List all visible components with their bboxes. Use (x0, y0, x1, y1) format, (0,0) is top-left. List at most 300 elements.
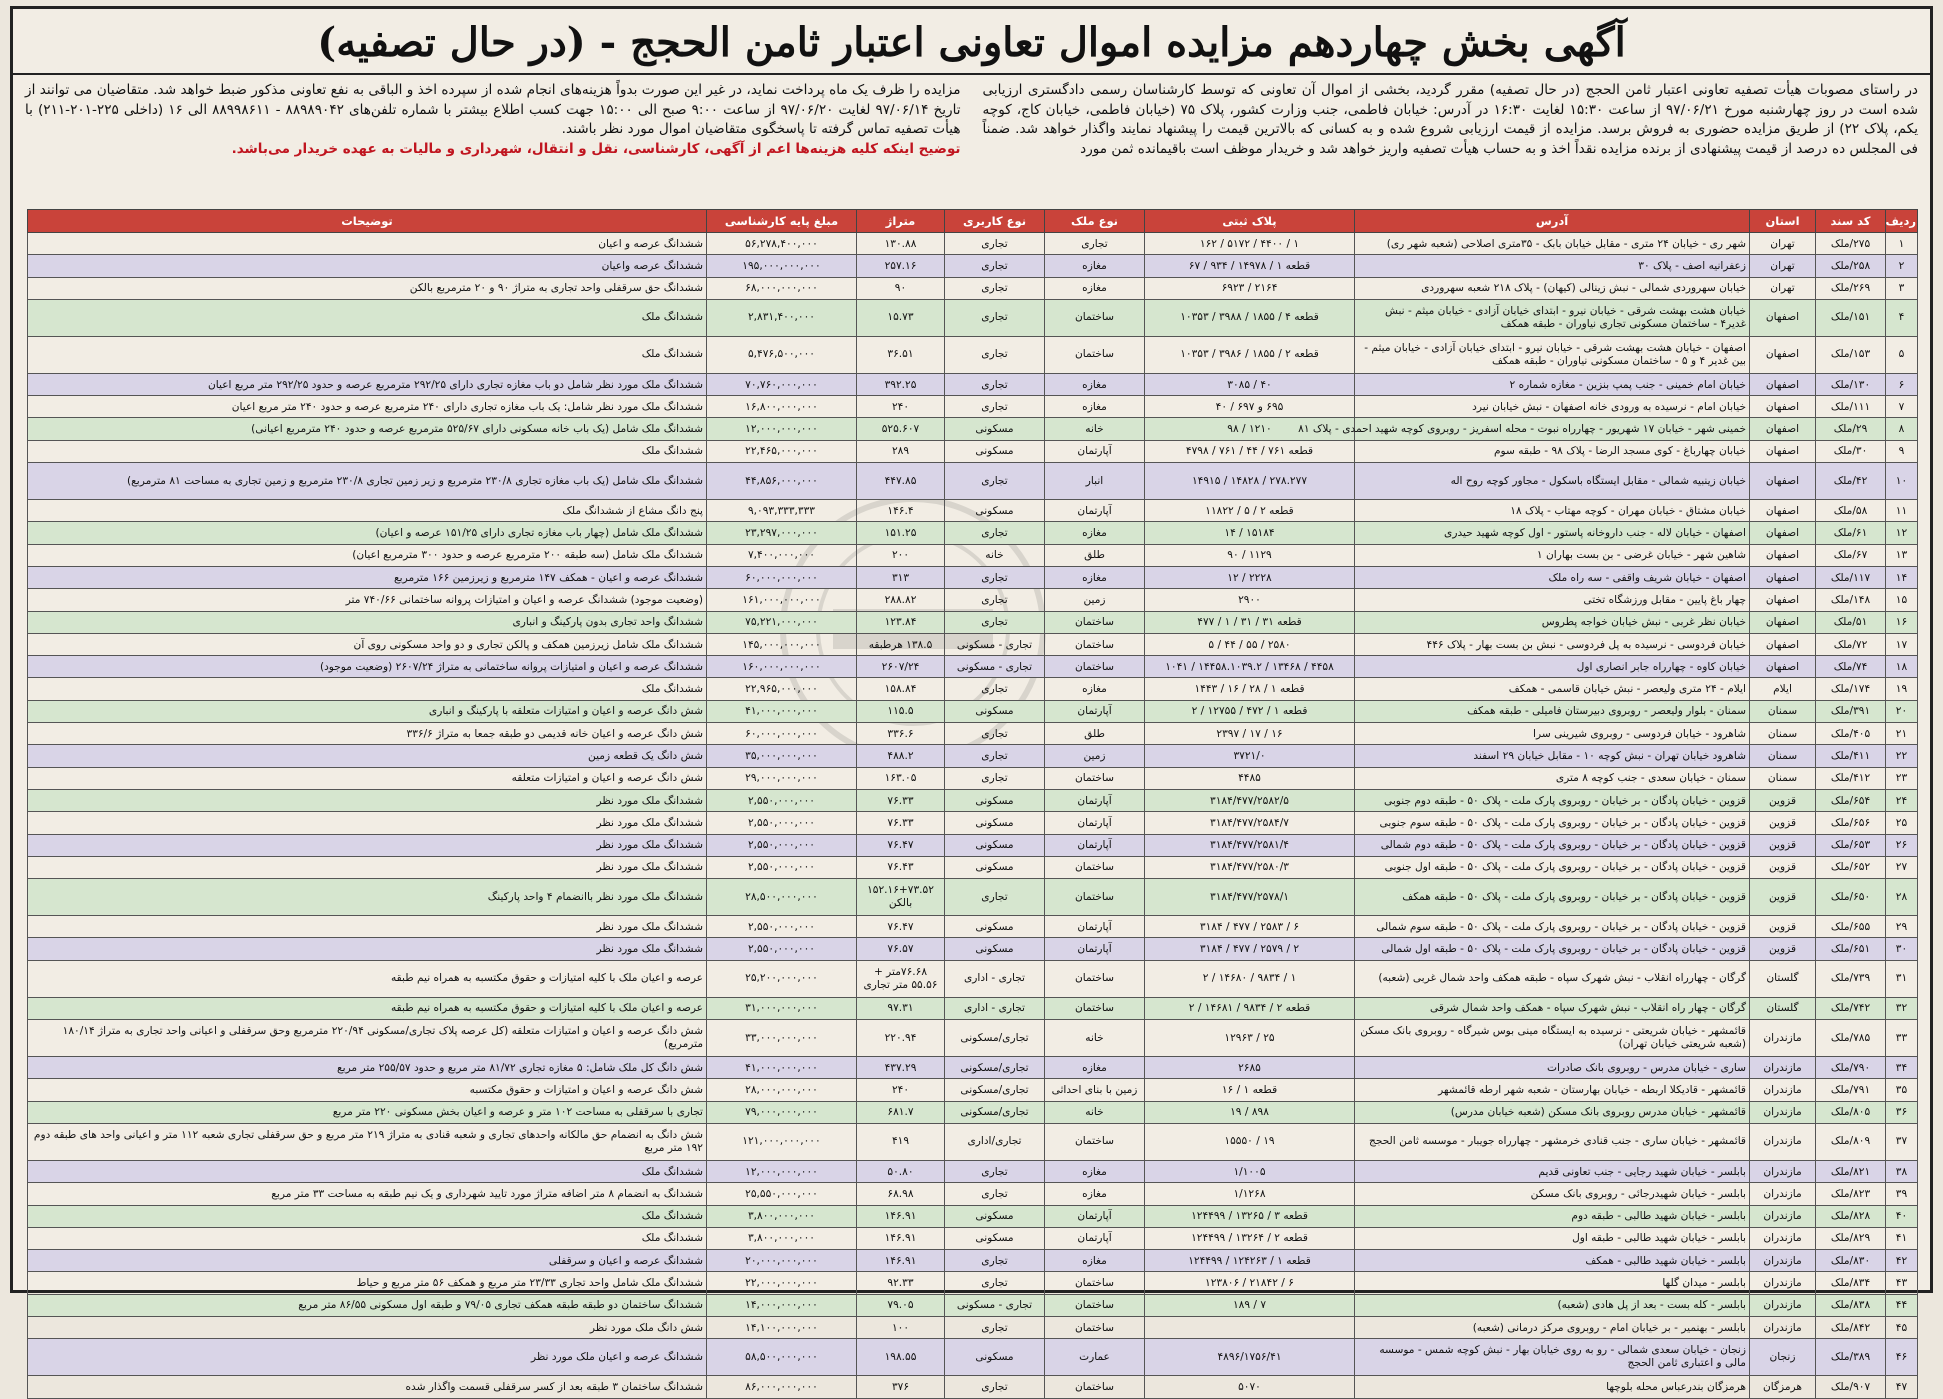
notice-title: آگهی بخش چهاردهم مزایده اموال تعاونی اعتبار ثامن الحجج - (در حال تصفیه) (13, 13, 1930, 75)
cell-address: بابلسر - میدان گلها (1355, 1272, 1750, 1294)
cell-registration-plate: ۸۹۸ / ۱۹ (1145, 1101, 1355, 1123)
cell-usage-type: مسکونی (945, 1339, 1045, 1376)
cell-row-number: ۲۷ (1886, 856, 1918, 878)
cell-row-number: ۲۹ (1886, 916, 1918, 938)
cell-province: قزوین (1750, 916, 1816, 938)
cell-base-price: ۱۶۰,۰۰۰,۰۰۰,۰۰۰ (707, 656, 857, 678)
cell-usage-type: تجاری (945, 299, 1045, 336)
cell-row-number: ۱ (1886, 233, 1918, 255)
table-row (28, 522, 1918, 544)
cell-description: ششدانگ ملک مورد نظر (28, 834, 707, 856)
cell-registration-plate: ۱ / ۴۴۰۰ / ۵۱۷۲ / ۱۶۲ (1145, 233, 1355, 255)
cell-registration-plate: ۴۸۹۶/۱۷۵۶/۴۱ (1145, 1339, 1355, 1376)
cell-registration-plate: قطعه ۱ / ۱۲۴۲۶۳ / ۱۲۴۴۹۹ (1145, 1250, 1355, 1272)
cell-description: ششدانگ ملک (28, 1227, 707, 1249)
table-row (28, 1272, 1918, 1294)
cell-registration-plate: قطعه ۳۱ / ۳۱ / ۱ / ۴۷۷ (1145, 611, 1355, 633)
cell-description: ششدانگ ملک شامل (یک باب مغازه تجاری ۲۳۰/۸ مترمربع و زیر زمین تجاری ۲۳۰/۸ مترمربع و زمین تجاری به مساحت ۸۱ مترمربع) (28, 463, 707, 500)
cell-address: خیابان زینبیه شمالی - مقابل ایستگاه باسکول - مجاور کوچه روح اله (1355, 463, 1750, 500)
table-row (28, 633, 1918, 655)
cell-base-price: ۲,۵۵۰,۰۰۰,۰۰۰ (707, 916, 857, 938)
cell-area: ۱۴۶.۹۱ (857, 1227, 945, 1249)
cell-area: ۱۹۸.۵۵ (857, 1339, 945, 1376)
cell-document-code: ۲۶۹/ملک (1816, 277, 1886, 299)
table-row (28, 834, 1918, 856)
header-registration-plate: پلاک ثبتی (1145, 210, 1355, 233)
cell-usage-type: تجاری (945, 566, 1045, 588)
cell-property-type: آپارتمان (1045, 440, 1145, 462)
cell-property-type: زمین (1045, 589, 1145, 611)
cell-registration-plate (1145, 1316, 1355, 1338)
cell-usage-type: تجاری (945, 396, 1045, 418)
cell-document-code: ۴۰۵/ملک (1816, 723, 1886, 745)
cell-province: اصفهان (1750, 336, 1816, 373)
header-base-price: مبلغ پایه کارشناسی (707, 210, 857, 233)
intro-left (25, 81, 961, 207)
cell-usage-type: مسکونی (945, 834, 1045, 856)
cell-area: ۲۵۷.۱۶ (857, 255, 945, 277)
cell-row-number: ۲۴ (1886, 789, 1918, 811)
cell-row-number: ۳۶ (1886, 1101, 1918, 1123)
cell-document-code: ۸۳۸/ملک (1816, 1294, 1886, 1316)
cell-registration-plate: ۱۲۱۰ / ۹۸ (1145, 418, 1355, 440)
cell-property-type: مغازه (1045, 566, 1145, 588)
cell-base-price: ۲,۸۳۱,۴۰۰,۰۰۰ (707, 299, 857, 336)
cell-base-price: ۲۸,۰۰۰,۰۰۰,۰۰۰ (707, 1079, 857, 1101)
cell-province: اصفهان (1750, 463, 1816, 500)
cell-area: ۳۳۶.۶ (857, 723, 945, 745)
cell-property-type: ساختمان (1045, 997, 1145, 1019)
cell-document-code: ۷۹۱/ملک (1816, 1079, 1886, 1101)
cell-address: خیابان هشت بهشت شرقی - خیابان نیرو - ابتدای خیابان آزادی - خیابان میثم - نبش غدیر۴ - ساختمان مسکونی تجاری نیاوران - طبقه همکف (1355, 299, 1750, 336)
cell-area: ۷۶.۳۳ (857, 812, 945, 834)
cell-base-price: ۳۵,۰۰۰,۰۰۰,۰۰۰ (707, 745, 857, 767)
table-row (28, 566, 1918, 588)
cell-document-code: ۶۱/ملک (1816, 522, 1886, 544)
cell-base-price: ۲۳,۲۹۷,۰۰۰,۰۰۰ (707, 522, 857, 544)
cell-base-price: ۱۲۱,۰۰۰,۰۰۰,۰۰۰ (707, 1123, 857, 1160)
cell-base-price: ۲,۵۵۰,۰۰۰,۰۰۰ (707, 938, 857, 960)
cell-province: مازندران (1750, 1205, 1816, 1227)
cell-base-price: ۲۲,۰۰۰,۰۰۰,۰۰۰ (707, 1272, 857, 1294)
cell-base-price: ۲۵,۵۵۰,۰۰۰,۰۰۰ (707, 1183, 857, 1205)
cell-usage-type: تجاری (945, 1376, 1045, 1398)
cell-property-type: آپارتمان (1045, 916, 1145, 938)
cell-area: ۶۸۱.۷ (857, 1101, 945, 1123)
cell-base-price: ۲۰,۰۰۰,۰۰۰,۰۰۰ (707, 1250, 857, 1272)
cell-description: شش دانگ عرصه و اعیان خانه قدیمی دو طبقه جمعا به متراژ ۳۳۶/۶ (28, 723, 707, 745)
cell-description: ششدانگ ملک شامل (چهار باب مغازه تجاری دارای ۱۵۱/۲۵ عرصه و اعیان) (28, 522, 707, 544)
intro-left-text: مزایده را ظرف یک ماه پرداخت نماید، در غیر این صورت بدواً هزینه‌های انجام شده از سپرده اخذ و الباقی به نفع تعاونی مذکور ضبط خواهد شد. متقاضیان می توانند از تاریخ ۹۷/۰۶/۱۴ لغایت ۹۷/۰۶/۲۰ از ساعت ۹:۰۰ صبح الی ۱۵:۰۰ جهت کسب اطلاع بیشتر با شماره تلفن‌های ۸۸۹۸۹۰۴۲ - ۸۸۹۹۸۶۱۱ الی ۱۶ (داخلی ۲۲۵-۲۰۱-۲۱۱) با هیأت تصفیه تماس گرفته تا پاسخگوی متقاضیان اموال مورد نظر باشند. (25, 82, 961, 138)
cell-usage-type: تجاری/اداری (945, 1123, 1045, 1160)
cell-registration-plate: ۲۵ / ۱۲۹۶۳ (1145, 1020, 1355, 1057)
table-row (28, 255, 1918, 277)
table-row (28, 1123, 1918, 1160)
cell-usage-type: مسکونی (945, 500, 1045, 522)
cell-registration-plate: ۲۵۸۰ / ۵۵ / ۴۴ / ۵ (1145, 633, 1355, 655)
cell-document-code: ۸۴۲/ملک (1816, 1316, 1886, 1338)
cell-description: ششدانگ ملک (28, 440, 707, 462)
cell-address: شاهرود - خیابان فردوسی - روبروی شیرینی سرا (1355, 723, 1750, 745)
cell-base-price: ۲,۵۵۰,۰۰۰,۰۰۰ (707, 812, 857, 834)
cell-document-code: ۸۲۸/ملک (1816, 1205, 1886, 1227)
cell-property-type: طلق (1045, 723, 1145, 745)
cell-document-code: ۶۵۶/ملک (1816, 812, 1886, 834)
cell-area: ۳۱۳ (857, 566, 945, 588)
cell-usage-type: مسکونی (945, 700, 1045, 722)
cell-area: ۴۳۷.۲۹ (857, 1057, 945, 1079)
cell-registration-plate: ۱۶ / ۱۷ / ۲۳۹۷ (1145, 723, 1355, 745)
cell-base-price: ۱۶,۸۰۰,۰۰۰,۰۰۰ (707, 396, 857, 418)
table-row (28, 916, 1918, 938)
cell-area: ۷۶.۴۳ (857, 856, 945, 878)
cell-document-code: ۶۵۲/ملک (1816, 856, 1886, 878)
cell-province: اصفهان (1750, 544, 1816, 566)
header-address: آدرس (1355, 210, 1750, 233)
cell-document-code: ۶۵۵/ملک (1816, 916, 1886, 938)
cell-usage-type: مسکونی (945, 812, 1045, 834)
cell-address: خیابان امام خمینی - جنب پمپ بنزین - مغازه شماره ۲ (1355, 373, 1750, 395)
cell-row-number: ۳۵ (1886, 1079, 1918, 1101)
cell-address: بابلسر - خیابان شهید طالبی - طبقه دوم (1355, 1205, 1750, 1227)
auction-notice (10, 6, 1933, 1393)
cell-description: ششدانگ ملک مورد نظر (28, 789, 707, 811)
cell-address: سمنان - خیابان سعدی - جنب کوچه ۸ متری (1355, 767, 1750, 789)
intro-text (13, 75, 1930, 207)
cell-row-number: ۲۲ (1886, 745, 1918, 767)
cell-registration-plate: قطعه ۲ / ۹۸۳۴ / ۱۴۶۸۱ / ۲ (1145, 997, 1355, 1019)
cell-description: شش دانگ یک قطعه زمین (28, 745, 707, 767)
table-row (28, 336, 1918, 373)
cell-area: ۲۸۹ (857, 440, 945, 462)
cell-address: بابلسر - خیابان شهید رجایی - جنب تعاونی قدیم (1355, 1160, 1750, 1182)
cell-registration-plate: ۳۱۸۴/۴۷۷/۲۵۸۴/۷ (1145, 812, 1355, 834)
table-row (28, 1227, 1918, 1249)
table-row (28, 700, 1918, 722)
cell-address: بابلسر - خیابان شهید طالبی - همکف (1355, 1250, 1750, 1272)
cell-base-price: ۷۰,۷۶۰,۰۰۰,۰۰۰ (707, 373, 857, 395)
cell-usage-type: تجاری (945, 255, 1045, 277)
cell-description: ششدانگ ملک (28, 299, 707, 336)
cell-description: پنج دانگ مشاع از ششدانگ ملک (28, 500, 707, 522)
cell-address: اصفهان - خیابان شریف واقفی - سه راه ملک (1355, 566, 1750, 588)
cell-property-type: ساختمان (1045, 611, 1145, 633)
table-row (28, 1101, 1918, 1123)
cell-area: ۱۴۶.۴ (857, 500, 945, 522)
cell-province: قزوین (1750, 856, 1816, 878)
cell-province: قزوین (1750, 938, 1816, 960)
cell-usage-type: خانه (945, 544, 1045, 566)
cell-province: قزوین (1750, 879, 1816, 916)
cell-area: ۱۵۲.۱۶+۷۳.۵۲ بالکن (857, 879, 945, 916)
cell-address: خیابان مشتاق - خیابان مهران - کوچه مهتاب - پلاک ۱۸ (1355, 500, 1750, 522)
cell-province: مازندران (1750, 1316, 1816, 1338)
table-row (28, 463, 1918, 500)
cell-row-number: ۳۹ (1886, 1183, 1918, 1205)
cell-area: ۱۳۰.۸۸ (857, 233, 945, 255)
cell-property-type: آپارتمان (1045, 834, 1145, 856)
cell-area: ۳۷۶ (857, 1376, 945, 1398)
cell-usage-type: تجاری (945, 767, 1045, 789)
cell-address: گرگان - چهارراه انقلاب - نبش شهرک سپاه - طبقه همکف واحد شمال غربی (شعبه) (1355, 960, 1750, 997)
cell-registration-plate: ۵۰۷۰ (1145, 1376, 1355, 1398)
cell-row-number: ۴۵ (1886, 1316, 1918, 1338)
cell-property-type: زمین با بنای احداثی (1045, 1079, 1145, 1101)
cell-registration-plate: ۱۱۲۹ / ۹۰ (1145, 544, 1355, 566)
cell-province: گلستان (1750, 960, 1816, 997)
cell-area: ۲۶۰۷/۲۴ (857, 656, 945, 678)
cell-description: ششدانگ ملک شامل زیرزمین همکف و پالکن تجاری و دو واحد مسکونی روی آن (28, 633, 707, 655)
table-row (28, 879, 1918, 916)
cell-address: هرمزگان بندرعباس محله بلوچها (1355, 1376, 1750, 1398)
cell-registration-plate: قطعه ۴ / ۱۸۵۵ / ۳۹۸۸ / ۱۰۳۵۳ (1145, 299, 1355, 336)
cell-province: اصفهان (1750, 589, 1816, 611)
cell-description: ششدانگ عرصه و اعیان (28, 233, 707, 255)
cell-usage-type: تجاری (945, 611, 1045, 633)
table-row (28, 723, 1918, 745)
cell-registration-plate: ۶ / ۲۵۸۳ / ۴۷۷ / ۳۱۸۴ (1145, 916, 1355, 938)
cell-description: ششدانگ ملک مورد نظر (28, 812, 707, 834)
cell-property-type: مغازه (1045, 522, 1145, 544)
cell-description: شش دانگ عرصه و اعیان و امتیازات و حقوق مکتسبه (28, 1079, 707, 1101)
cell-registration-plate: ۳۱۸۴/۴۷۷/۲۵۸۱/۴ (1145, 834, 1355, 856)
cell-property-type: آپارتمان (1045, 789, 1145, 811)
cell-base-price: ۲۲,۴۶۵,۰۰۰,۰۰۰ (707, 440, 857, 462)
cell-registration-plate: قطعه ۱ / ۱۴۹۷۸ / ۹۳۴ / ۶۷ (1145, 255, 1355, 277)
cell-document-code: ۸۳۴/ملک (1816, 1272, 1886, 1294)
cell-usage-type: تجاری - مسکونی (945, 656, 1045, 678)
cell-document-code: ۲۷۵/ملک (1816, 233, 1886, 255)
cell-base-price: ۷۵,۲۲۱,۰۰۰,۰۰۰ (707, 611, 857, 633)
cell-document-code: ۳۰/ملک (1816, 440, 1886, 462)
cell-property-type: مغازه (1045, 255, 1145, 277)
table-body (28, 233, 1918, 1399)
cell-registration-plate: ۲۷۸.۲۷۷ / ۱۴۸۲۸ / ۱۴۹۱۵ (1145, 463, 1355, 500)
cell-province: سمنان (1750, 767, 1816, 789)
cell-province: زنجان (1750, 1339, 1816, 1376)
cell-registration-plate: قطعه ۷۶۱ / ۴۴ / ۷۶۱ / ۴۷۹۸ (1145, 440, 1355, 462)
cell-description: ششدانگ ملک مورد نظر (28, 856, 707, 878)
cell-address: خیابان چهارباغ - کوی مسجد الرضا - پلاک ۹۸ - طبقه سوم (1355, 440, 1750, 462)
cell-registration-plate: ۴۴۸۵ (1145, 767, 1355, 789)
cell-document-code: ۸۲۹/ملک (1816, 1227, 1886, 1249)
cell-row-number: ۱۳ (1886, 544, 1918, 566)
cell-document-code: ۱۷۴/ملک (1816, 678, 1886, 700)
cell-base-price: ۷,۴۰۰,۰۰۰,۰۰۰ (707, 544, 857, 566)
cell-usage-type: تجاری/مسکونی (945, 1101, 1045, 1123)
cell-address: چهار باغ پایین - مقابل ورزشگاه تختی (1355, 589, 1750, 611)
cell-usage-type: مسکونی (945, 789, 1045, 811)
table-row (28, 1160, 1918, 1182)
cell-document-code: ۸۰۹/ملک (1816, 1123, 1886, 1160)
cell-property-type: ساختمان (1045, 960, 1145, 997)
cell-row-number: ۴۰ (1886, 1205, 1918, 1227)
cell-usage-type: تجاری/مسکونی (945, 1079, 1045, 1101)
cell-document-code: ۶۷/ملک (1816, 544, 1886, 566)
cell-address: قائمشهر - خیابان شریعتی - نرسیده به ایستگاه مینی بوس شیرگاه - روبروی بانک مسکن (شعبه شریعتی خیابان تهران) (1355, 1020, 1750, 1057)
cell-description: ششدانگ ملک مورد نظر (28, 938, 707, 960)
cell-area: ۴۱۹ (857, 1123, 945, 1160)
cell-document-code: ۷۳۹/ملک (1816, 960, 1886, 997)
cell-area: ۷۹.۰۵ (857, 1294, 945, 1316)
cell-row-number: ۳۲ (1886, 997, 1918, 1019)
cell-property-type: آپارتمان (1045, 938, 1145, 960)
cell-province: تهران (1750, 233, 1816, 255)
table-row (28, 500, 1918, 522)
cell-description: ششدانگ ملک مورد نظر شامل دو باب مغازه تجاری دارای ۲۹۲/۲۵ مترمربع عرصه و حدود ۲۹۲/۲۵ متر مربع اعیان (28, 373, 707, 395)
cell-row-number: ۲ (1886, 255, 1918, 277)
cell-description: ششدانگ حق سرقفلی واحد تجاری به متراژ ۹۰ و ۲۰ مترمربع بالکن (28, 277, 707, 299)
cell-description: عرصه و اعیان ملک با کلیه امتیازات و حقوق مکتسبه به همراه نیم طبقه (28, 960, 707, 997)
cell-description: ششدانگ ملک مورد نظر باانضمام ۴ واحد پارکینگ (28, 879, 707, 916)
cell-address: اصفهان - خیابان لاله - جنب داروخانه پاستور - اول کوچه شهید حیدری (1355, 522, 1750, 544)
cell-row-number: ۴۷ (1886, 1376, 1918, 1398)
cell-usage-type: تجاری (945, 1272, 1045, 1294)
cell-property-type: مغازه (1045, 1183, 1145, 1205)
cell-province: اصفهان (1750, 373, 1816, 395)
cell-property-type: طلق (1045, 544, 1145, 566)
cell-description: (وضعیت موجود) ششدانگ عرصه و اعیان و امتیازات پروانه ساختمانی ۷۴۰/۶۶ متر (28, 589, 707, 611)
cell-property-type: مغازه (1045, 396, 1145, 418)
cell-address: زعفرانیه اصف - پلاک ۳۰ (1355, 255, 1750, 277)
table-row (28, 418, 1918, 440)
cell-property-type: مغازه (1045, 1057, 1145, 1079)
cell-address: قائمشهر - قادیکلا اربطه - خیابان بهارستان - شعبه شهر ارطه قائمشهر (1355, 1079, 1750, 1101)
table-row (28, 1079, 1918, 1101)
cell-registration-plate: ۱۹ / ۱۵۵۵۰ (1145, 1123, 1355, 1160)
table-row (28, 856, 1918, 878)
cell-province: اصفهان (1750, 633, 1816, 655)
cell-description: ششدانگ به انضمام ۸ متر اضافه متراژ مورد تایید شهرداری و یک نیم طبقه به مساحت ۳۳ متر مربع (28, 1183, 707, 1205)
table-row (28, 544, 1918, 566)
cell-property-type: عمارت (1045, 1339, 1145, 1376)
cell-description: ششدانگ ساختمان ۳ طبقه بعد از کسر سرقفلی قسمت واگذار شده (28, 1376, 707, 1398)
cell-area: ۳۹۲.۲۵ (857, 373, 945, 395)
cell-base-price: ۱۴۵,۰۰۰,۰۰۰,۰۰۰ (707, 633, 857, 655)
cell-property-type: انبار (1045, 463, 1145, 500)
cell-description: ششدانگ عرصه و اعیان ملک مورد نظر (28, 1339, 707, 1376)
table-row (28, 396, 1918, 418)
cell-usage-type: تجاری (945, 589, 1045, 611)
table-row (28, 1316, 1918, 1338)
cell-address: شاهین شهر - خیابان غرضی - بن بست بهاران ۱ (1355, 544, 1750, 566)
cell-usage-type: تجاری - اداری (945, 997, 1045, 1019)
cell-base-price: ۴۱,۰۰۰,۰۰۰,۰۰۰ (707, 1057, 857, 1079)
cell-registration-plate: ۳۱۸۴/۴۷۷/۲۵۸۲/۵ (1145, 789, 1355, 811)
cell-area: ۱۵.۷۳ (857, 299, 945, 336)
cell-description: عرصه و اعیان ملک با کلیه امتیازات و حقوق مکتسبه به همراه نیم طبقه (28, 997, 707, 1019)
cell-document-code: ۲۵۸/ملک (1816, 255, 1886, 277)
cell-row-number: ۲۰ (1886, 700, 1918, 722)
cell-description: شش دانگ عرصه و اعیان و امتیازات متعلقه با پارکینگ و انباری (28, 700, 707, 722)
cell-base-price: ۳۱,۰۰۰,۰۰۰,۰۰۰ (707, 997, 857, 1019)
table-row (28, 789, 1918, 811)
table-row (28, 1250, 1918, 1272)
cell-description: شش دانگ عرصه و اعیان و امتیازات متعلقه (28, 767, 707, 789)
cell-description: ششدانگ عرصه و اعیان و امتیازات پروانه ساختمانی به متراژ ۲۶۰۷/۲۴ (وضعیت موجود) (28, 656, 707, 678)
table-row (28, 745, 1918, 767)
header-usage-type: نوع کاربری (945, 210, 1045, 233)
cell-address: قزوین - خیابان پادگان - بر خیابان - روبروی پارک ملت - پلاک ۵۰ - طبقه سوم شمالی (1355, 916, 1750, 938)
header-property-type: نوع ملک (1045, 210, 1145, 233)
cell-area: ۹۷.۳۱ (857, 997, 945, 1019)
cell-property-type: ساختمان (1045, 856, 1145, 878)
cell-province: اصفهان (1750, 566, 1816, 588)
cell-property-type: آپارتمان (1045, 1227, 1145, 1249)
cell-description: ششدانگ ملک (28, 1160, 707, 1182)
cell-row-number: ۲۸ (1886, 879, 1918, 916)
cell-base-price: ۶۸,۰۰۰,۰۰۰,۰۰۰ (707, 277, 857, 299)
cell-address: سمنان - بلوار ولیعصر - روبروی دبیرستان فامیلی - طبقه همکف (1355, 700, 1750, 722)
cell-base-price: ۵۸,۵۰۰,۰۰۰,۰۰۰ (707, 1339, 857, 1376)
cell-document-code: ۶۵۴/ملک (1816, 789, 1886, 811)
cell-property-type: تجاری (1045, 233, 1145, 255)
cell-document-code: ۱۵۳/ملک (1816, 336, 1886, 373)
fees-note: توضیح اینکه کلیه هزینه‌ها اعم از آگهی، کارشناسی، نقل و انتقال، شهرداری و مالیات به عهده خریدار می‌باشد. (231, 140, 961, 157)
cell-property-type: ساختمان (1045, 1272, 1145, 1294)
cell-document-code: ۳۸۹/ملک (1816, 1339, 1886, 1376)
cell-registration-plate: ۴۰ / ۳۰۸۵ (1145, 373, 1355, 395)
cell-province: سمنان (1750, 745, 1816, 767)
cell-usage-type: مسکونی (945, 1205, 1045, 1227)
cell-row-number: ۲۱ (1886, 723, 1918, 745)
cell-description: ششدانگ ملک (28, 336, 707, 373)
cell-province: مازندران (1750, 1250, 1816, 1272)
cell-area: ۱۵۱.۲۵ (857, 522, 945, 544)
cell-area: ۱۱۵.۵ (857, 700, 945, 722)
intro-right: در راستای مصوبات هیأت تصفیه تعاونی اعتبار ثامن الحجج (در حال تصفیه) مقرر گردید، بخشی از اموال آن تعاونی که توسط کارشناسان رسمی دادگستری ارزیابی شده است در روز چهارشنبه مورخ ۹۷/۰۶/۲۱ از ساعت ۱۵:۳۰ لغایت ۱۶:۳۰ در آدرس: خیابان فاطمی، جنب وزارت کشور، پلاک ۷۵ (خیابان فاطمی، خیابان کاج، کوچه یکم، پلاک ۲۲) از طریق مزایده حضوری به فروش برسد. مزایده از قیمت ارزیابی شروع شده و به کسانی که بالاترین قیمت را پیشنهاد نمایند واگذار خواهد شد. ضمناً فی المجلس ده درصد از قیمت پیشنهادی از برنده مزایده نقداً اخذ و به حساب هیأت تصفیه واریز خواهد شد و خریدار موظف است باقیمانده ثمن مورد (982, 82, 1918, 157)
cell-row-number: ۶ (1886, 373, 1918, 395)
cell-registration-plate: قطعه ۲ / ۱۳۲۶۴ / ۱۲۴۴۹۹ (1145, 1227, 1355, 1249)
table-header-row (28, 210, 1918, 233)
cell-description: ششدانگ ملک شامل (یک باب خانه مسکونی دارای ۵۲۵/۶۷ مترمربع عرصه و حدود ۲۴۰ مترمربع اعیانی) (28, 418, 707, 440)
cell-row-number: ۳ (1886, 277, 1918, 299)
cell-document-code: ۱۱۷/ملک (1816, 566, 1886, 588)
cell-property-type: ساختمان (1045, 1294, 1145, 1316)
cell-address: قزوین - خیابان پادگان - بر خیابان - روبروی پارک ملت - پلاک ۵۰ - طبقه اول شمالی (1355, 938, 1750, 960)
cell-description: ششدانگ ملک شامل (سه طبقه ۲۰۰ مترمربع عرصه و حدود ۳۰۰ مترمربع اعیان) (28, 544, 707, 566)
cell-province: مازندران (1750, 1020, 1816, 1057)
cell-province: اصفهان (1750, 656, 1816, 678)
cell-address: شهر ری - خیابان ۲۴ متری - مقابل خیابان بابک - ۳۵متری اصلاحی (شعبه شهر ری) (1355, 233, 1750, 255)
cell-area: ۷۶.۴۷ (857, 916, 945, 938)
cell-province: اصفهان (1750, 299, 1816, 336)
cell-address: بابلسر - کله بست - بعد از پل هادی (شعبه) (1355, 1294, 1750, 1316)
cell-area: ۳۶.۵۱ (857, 336, 945, 373)
cell-province: سمنان (1750, 723, 1816, 745)
cell-registration-plate: قطعه ۱ / ۴۷۲ / ۱۲۷۵۵ / ۲ (1145, 700, 1355, 722)
cell-document-code: ۶۵۳/ملک (1816, 834, 1886, 856)
cell-description: شش دانگ عرصه و اعیان و امتیازات متعلقه (کل عرصه پلاک تجاری/مسکونی ۲۲۰/۹۴ مترمربع وحق سرقفلی و اعیانی واحد تجاری به متراژ ۱۸۰/۱۴ مترمربع) (28, 1020, 707, 1057)
cell-property-type: مغازه (1045, 277, 1145, 299)
cell-base-price: ۲۲,۹۶۵,۰۰۰,۰۰۰ (707, 678, 857, 700)
cell-usage-type: تجاری (945, 373, 1045, 395)
cell-province: اصفهان (1750, 440, 1816, 462)
cell-document-code: ۳۹۱/ملک (1816, 700, 1886, 722)
cell-property-type: مغازه (1045, 678, 1145, 700)
cell-registration-plate: قطعه ۱ / ۱۶ (1145, 1079, 1355, 1101)
cell-property-type: ساختمان (1045, 1376, 1145, 1398)
cell-row-number: ۲۶ (1886, 834, 1918, 856)
cell-base-price: ۴۴,۸۵۶,۰۰۰,۰۰۰ (707, 463, 857, 500)
cell-area: ۷۶.۳۳ (857, 789, 945, 811)
cell-document-code: ۶۵۱/ملک (1816, 938, 1886, 960)
cell-usage-type: تجاری/مسکونی (945, 1057, 1045, 1079)
cell-address: قزوین - خیابان پادگان - بر خیابان - روبروی پارک ملت - پلاک ۵۰ - طبقه دوم شمالی (1355, 834, 1750, 856)
cell-row-number: ۴۳ (1886, 1272, 1918, 1294)
cell-registration-plate: ۱ / ۹۸۳۴ / ۱۴۶۸۰ / ۲ (1145, 960, 1355, 997)
cell-description: شش دانگ به انضمام حق مالکانه واحدهای تجاری و شعبه قنادی به متراژ ۲۱۹ متر مربع و حق سرقفلی تجاری شعبه ۱۱۲ متر و اعیانی واحد های طبقه دوم ۱۹۲ متر مربع (28, 1123, 707, 1160)
